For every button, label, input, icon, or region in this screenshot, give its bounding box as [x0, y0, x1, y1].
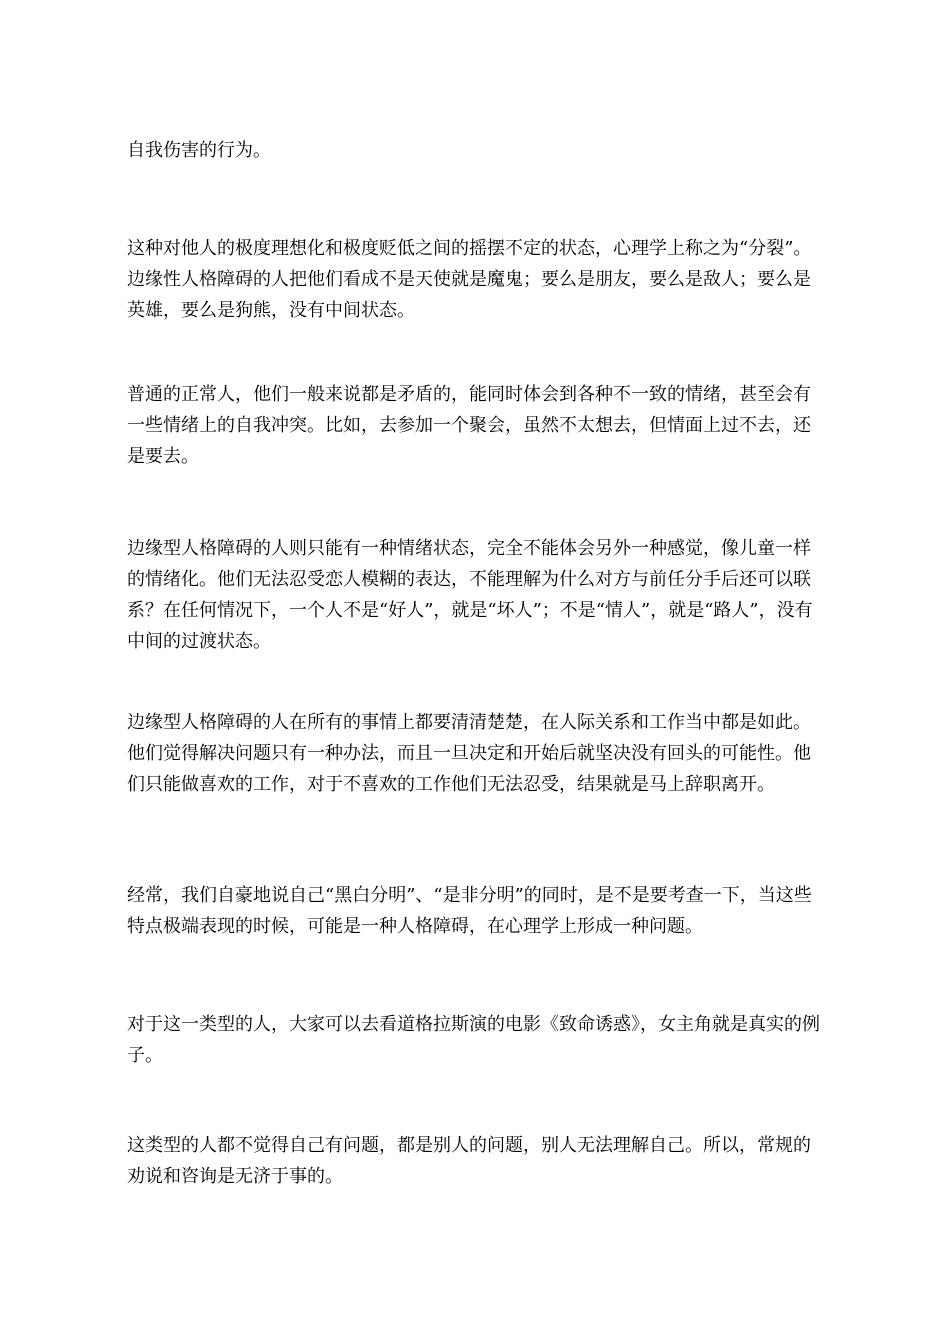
- paragraph-5: 边缘型人格障碍的人在所有的事情上都要清清楚楚，在人际关系和工作当中都是如此。他们觉得解决问题只有一种办法，而且一旦决定和开始后就坚决没有回头的可能性。他们只能做喜欢的工作，对于不喜欢的工作他们无法忍受，结果就是马上辞职离开。: [127, 712, 811, 795]
- paragraph-4: 边缘型人格障碍的人则只能有一种情绪状态，完全不能体会另外一种感觉，像儿童一样的情绪化。他们无法忍受恋人模糊的表达，不能理解为什么对方与前任分手后还可以联系？在任何情况下，一个人不是“好人”，就是“坏人”；不是“情人”，就是“路人”，没有中间的过渡状态。: [127, 538, 813, 652]
- paragraph-3: 普通的正常人，他们一般来说都是矛盾的，能同时体会到各种不一致的情绪，甚至会有一些情绪上的自我冲突。比如，去参加一个聚会，虽然不太想去，但情面上过不去，还是要去。: [127, 384, 811, 467]
- paragraph-8: 这类型的人都不觉得自己有问题，都是别人的问题，别人无法理解自己。所以，常规的劝说和咨询是无济于事的。: [127, 1135, 811, 1187]
- paragraph-6: 经常，我们自豪地说自己“黑白分明”、“是非分明”的同时，是不是要考查一下，当这些特点极端表现的时候，可能是一种人格障碍，在心理学上形成一种问题。: [127, 885, 812, 937]
- paragraph-7: 对于这一类型的人，大家可以去看道格拉斯演的电影《致命诱惑》，女主角就是真实的例子。: [127, 1014, 820, 1066]
- paragraph-2: 这种对他人的极度理想化和极度贬低之间的摇摆不定的状态，心理学上称之为“分裂”。边缘性人格障碍的人把他们看成不是天使就是魔鬼；要么是朋友，要么是敌人；要么是英雄，要么是狗熊，没有中间状态。: [127, 238, 812, 321]
- paragraph-1: 自我伤害的行为。: [127, 140, 271, 161]
